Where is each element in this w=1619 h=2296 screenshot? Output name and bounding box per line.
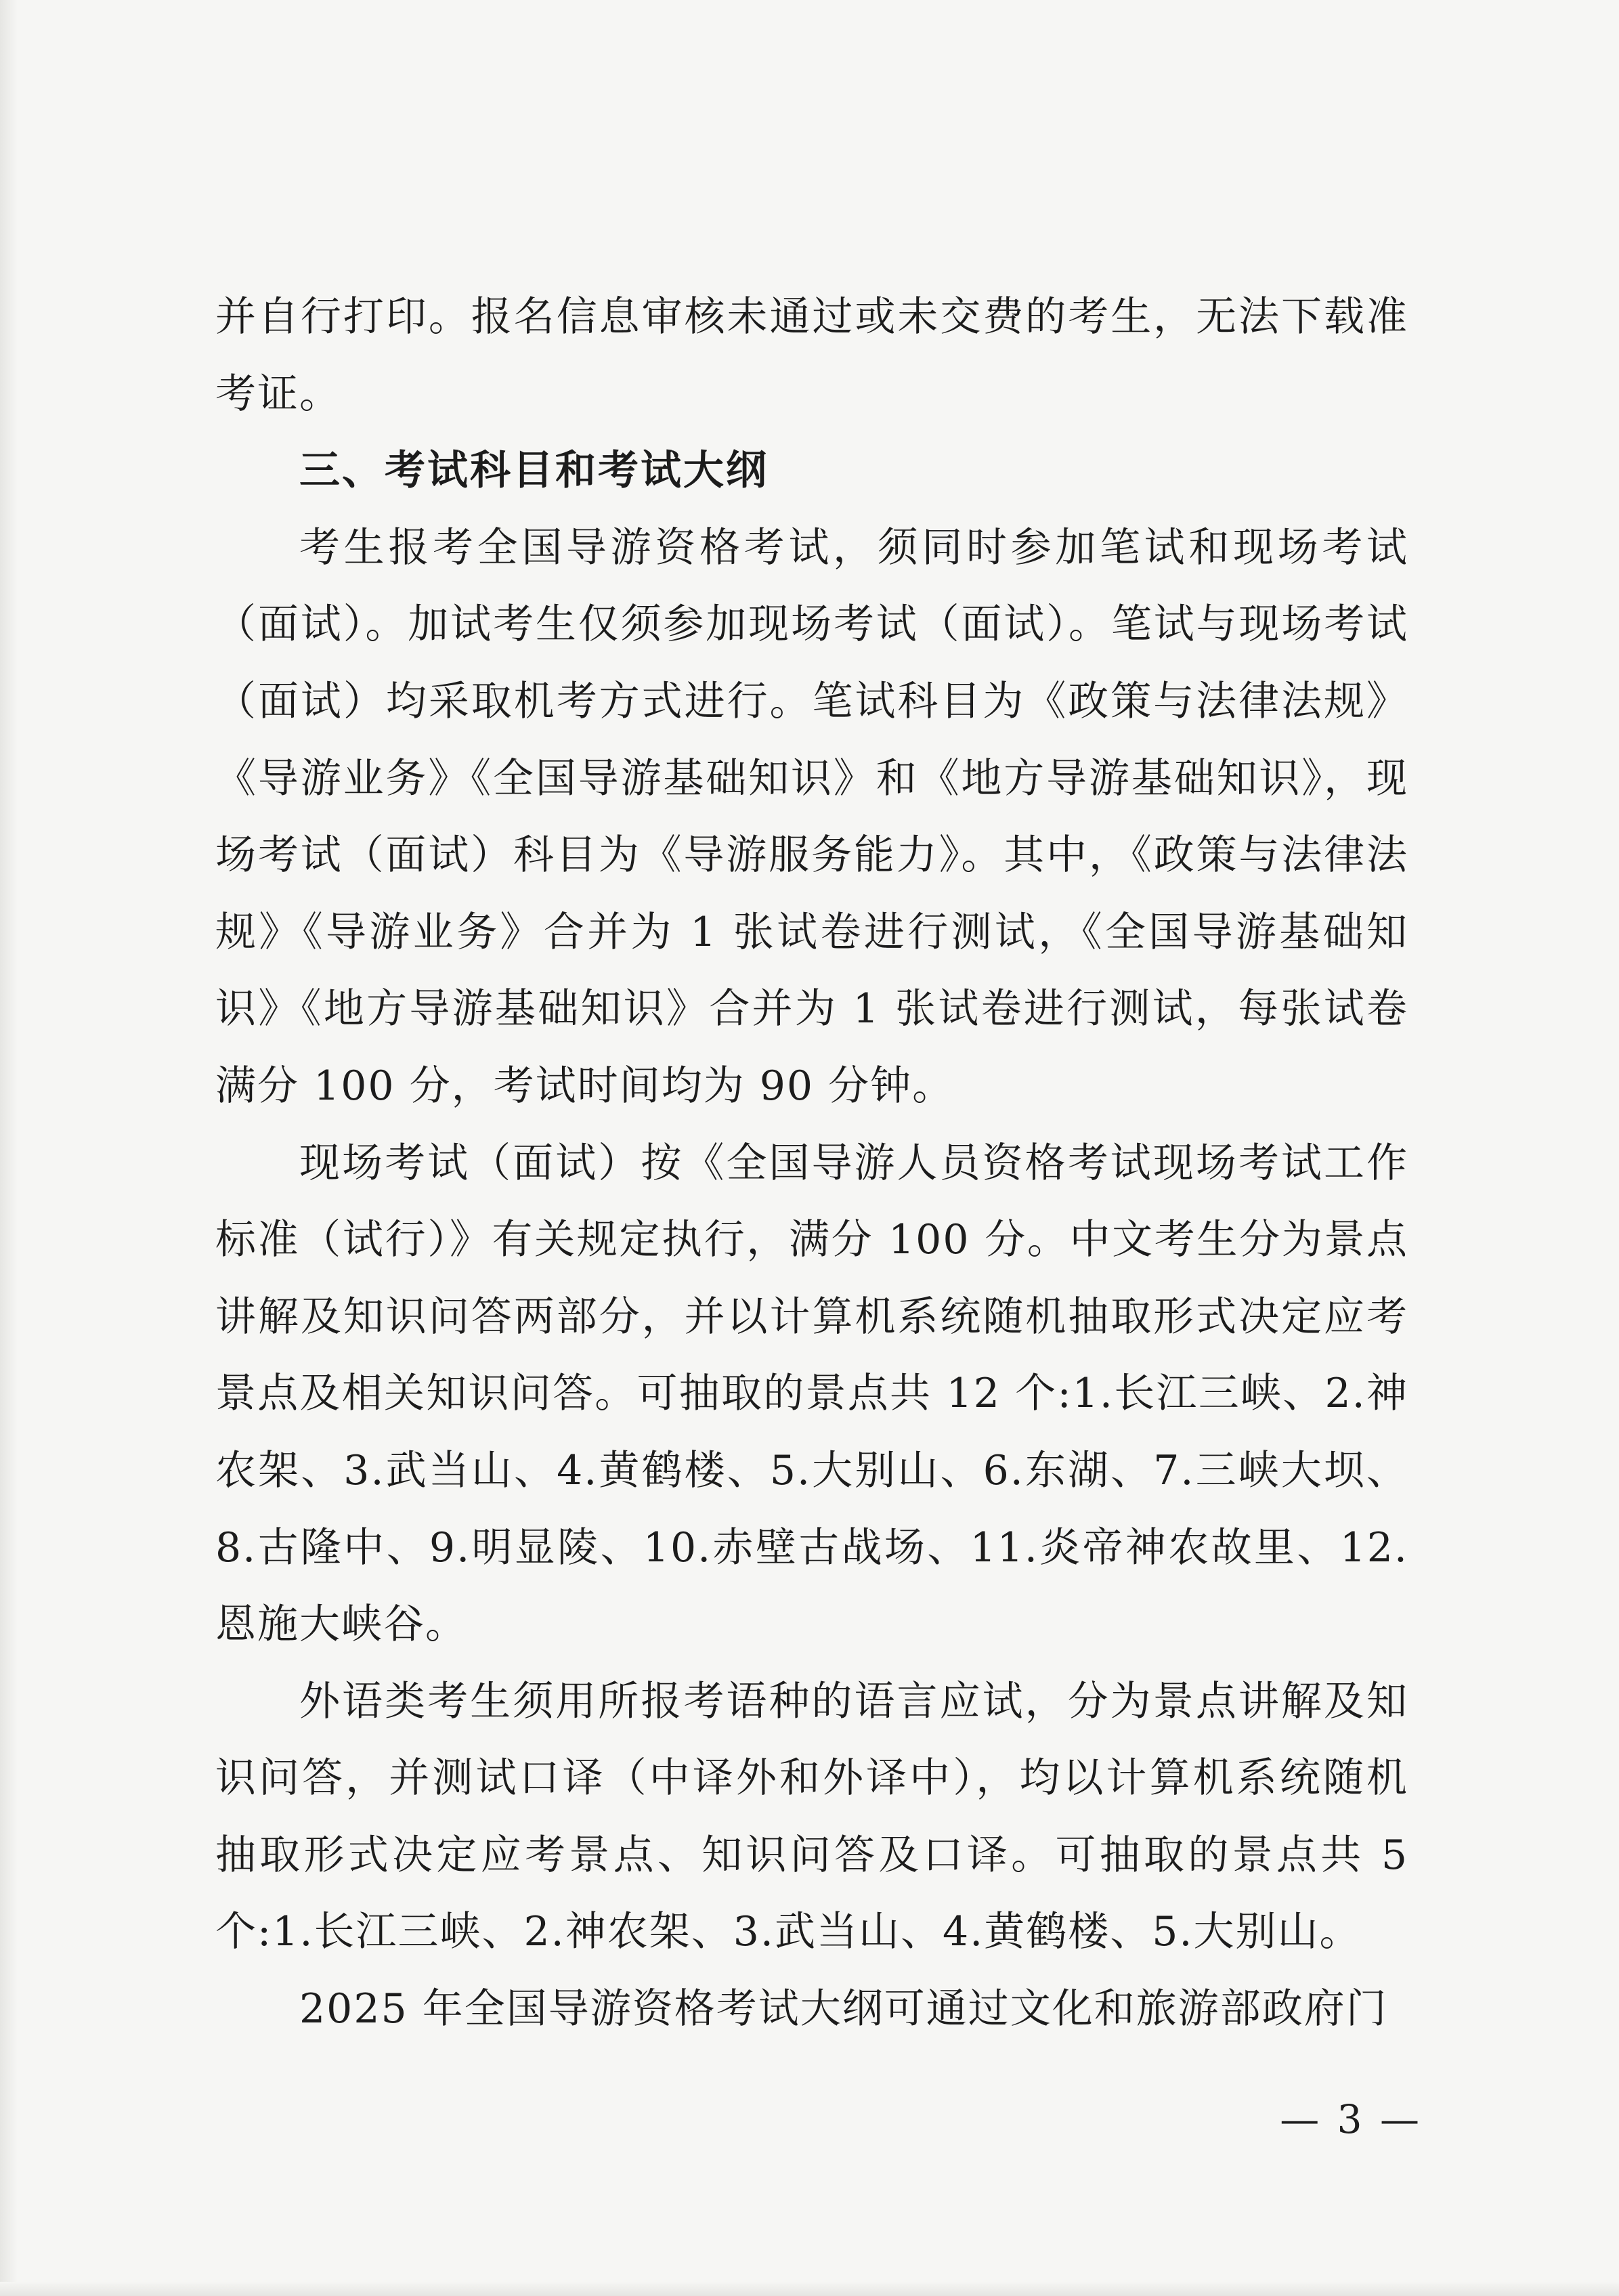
document-body (215, 279, 1408, 2048)
paragraph-exam-outline: 2025 年全国导游资格考试大纲可通过文化和旅游部政府门 (299, 1985, 1388, 2033)
paragraph-continuation: 并自行打印。报名信息审核未通过或未交费的考生，无法下载准考证。 (215, 293, 1408, 418)
section-heading-exam-subjects: 三、考试科目和考试大纲 (299, 447, 769, 495)
page-number: — 3 — (1280, 2096, 1422, 2142)
scan-bottom-edge (0, 2282, 1619, 2296)
paragraph-interview-foreign-language: 外语类考生须用所报考语种的语言应试，分为景点讲解及知识问答，并测试口译（中译外和外译中），均以计算机系统随机抽取形式决定应考景点、知识问答及口译。可抽取的景点共 5 个:1.长江三峡、2.神农架、3.武当山、4.黄鹤楼、5.大别山。 (215, 1677, 1408, 1956)
paragraph-interview-chinese: 现场考试（面试）按《全国导游人员资格考试现场考试工作标准（试行）》有关规定执行，满分 100 分。中文考生分为景点讲解及知识问答两部分，并以计算机系统随机抽取形式决定应考景点及相关知识问答。可抽取的景点共 12 个:1.长江三峡、2.神农架、3.武当山、4.黄鹤楼、5.大别山、6.东湖、7.三峡大坝、8.古隆中、9.明显陵、10.赤壁古战场、11.炎帝神农故里、12.恩施大峡谷。 (215, 1139, 1408, 1649)
scan-shadow-edge (0, 0, 18, 2296)
paragraph-written-exam-subjects: 考生报考全国导游资格考试，须同时参加笔试和现场考试（面试）。加试考生仅须参加现场考试（面试）。笔试与现场考试（面试）均采取机考方式进行。笔试科目为《政策与法律法规》《导游业务》《全国导游基础知识》和《地方导游基础知识》，现场考试（面试）科目为《导游服务能力》。其中，《政策与法律法规》《导游业务》合并为 1 张试卷进行测试，《全国导游基础知识》《地方导游基础知识》合并为 1 张试卷进行测试，每张试卷满分 100 分，考试时间均为 90 分钟。 (215, 523, 1408, 1110)
